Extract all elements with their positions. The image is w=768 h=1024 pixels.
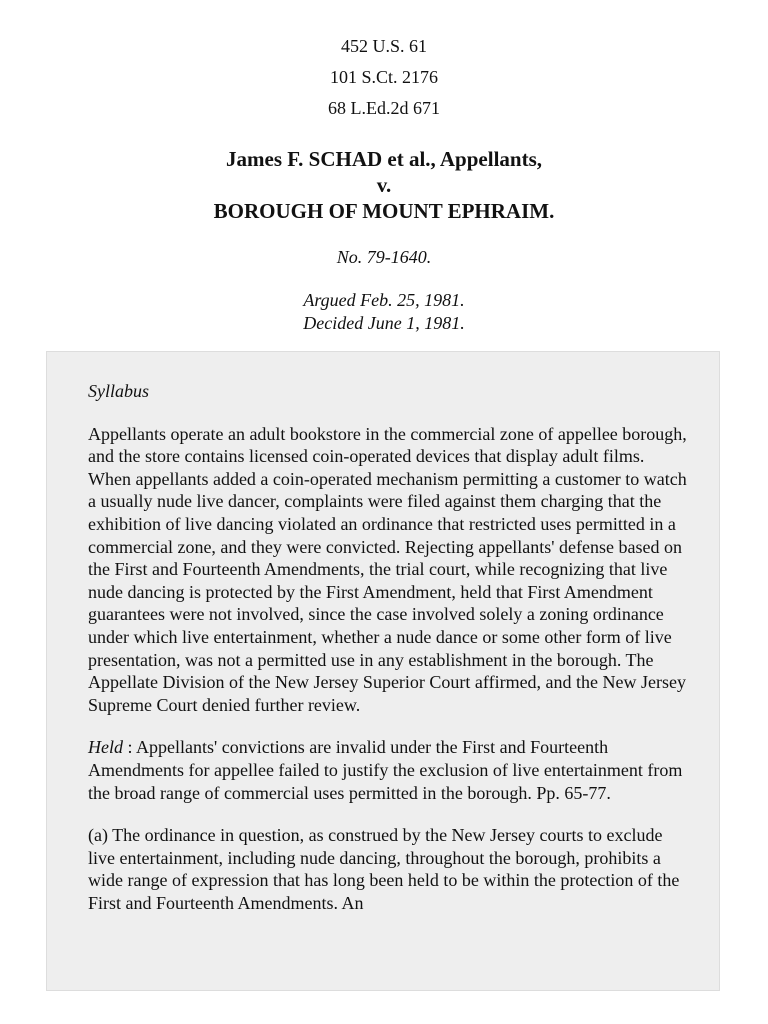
decided-date: Decided June 1, 1981. xyxy=(303,313,465,333)
argued-date: Argued Feb. 25, 1981. xyxy=(303,290,465,310)
held-label: Held xyxy=(88,737,123,758)
syllabus-paragraph-facts: Appellants operate an adult bookstore in the commercial zone of appellee borough, and the store contains licensed coin-operated devices that display adult films. When appellants added a coin-operated mechanism permitting a customer to watch a usually nude live dancer, complaints were filed against them charging that the exhibition of live dancing violated an ordinance that restricted uses permitted in a commercial zone, and they were convicted. Rejecting appellants' defense based on the First and Fourteenth Amendments, the trial court, while recognizing that live nude dancing is protected by the First Amendment, held that First Amendment guarantees were not involved, since the case involved solely a zoning ordinance under which live entertainment, whether a nude dance or some other form of live presentation, was not a permitted use in any establishment in the borough. The Appellate Division of the New Jersey Superior Court affirmed, and the New Jersey Supreme Court denied further review. xyxy=(88,423,687,715)
syllabus-paragraph-a: (a) The ordinance in question, as construed by the New Jersey courts to exclude live entertainment, including nude dancing, throughout the borough, prohibits a wide range of expression that has long been held to be within the protection of the First and Fourteenth Amendments. An xyxy=(88,825,680,913)
lawyers-edition-citation: 68 L.Ed.2d 671 xyxy=(328,98,440,118)
appellee-line: BOROUGH OF MOUNT EPHRAIM. xyxy=(213,199,555,223)
case-dates xyxy=(0,289,768,335)
syllabus-paragraph-held xyxy=(88,736,688,804)
syllabus-heading: Syllabus xyxy=(88,381,149,401)
syllabus-content xyxy=(88,380,688,934)
versus-line: v. xyxy=(376,173,392,197)
syllabus-panel xyxy=(46,351,720,991)
case-title xyxy=(0,146,768,224)
held-text: : Appellants' convictions are invalid under the First and Fourteenth Amendments for appellee failed to justify the exclusion of live entertainment from the broad range of commercial uses permitted in the borough. Pp. 65-77. xyxy=(88,737,683,803)
supreme-court-reporter-citation: 101 S.Ct. 2176 xyxy=(329,67,439,87)
appellants-line: James F. SCHAD et al., Appellants, xyxy=(226,147,542,171)
docket-number: No. 79-1640. xyxy=(336,247,432,267)
us-reports-citation: 452 U.S. 61 xyxy=(340,36,427,56)
